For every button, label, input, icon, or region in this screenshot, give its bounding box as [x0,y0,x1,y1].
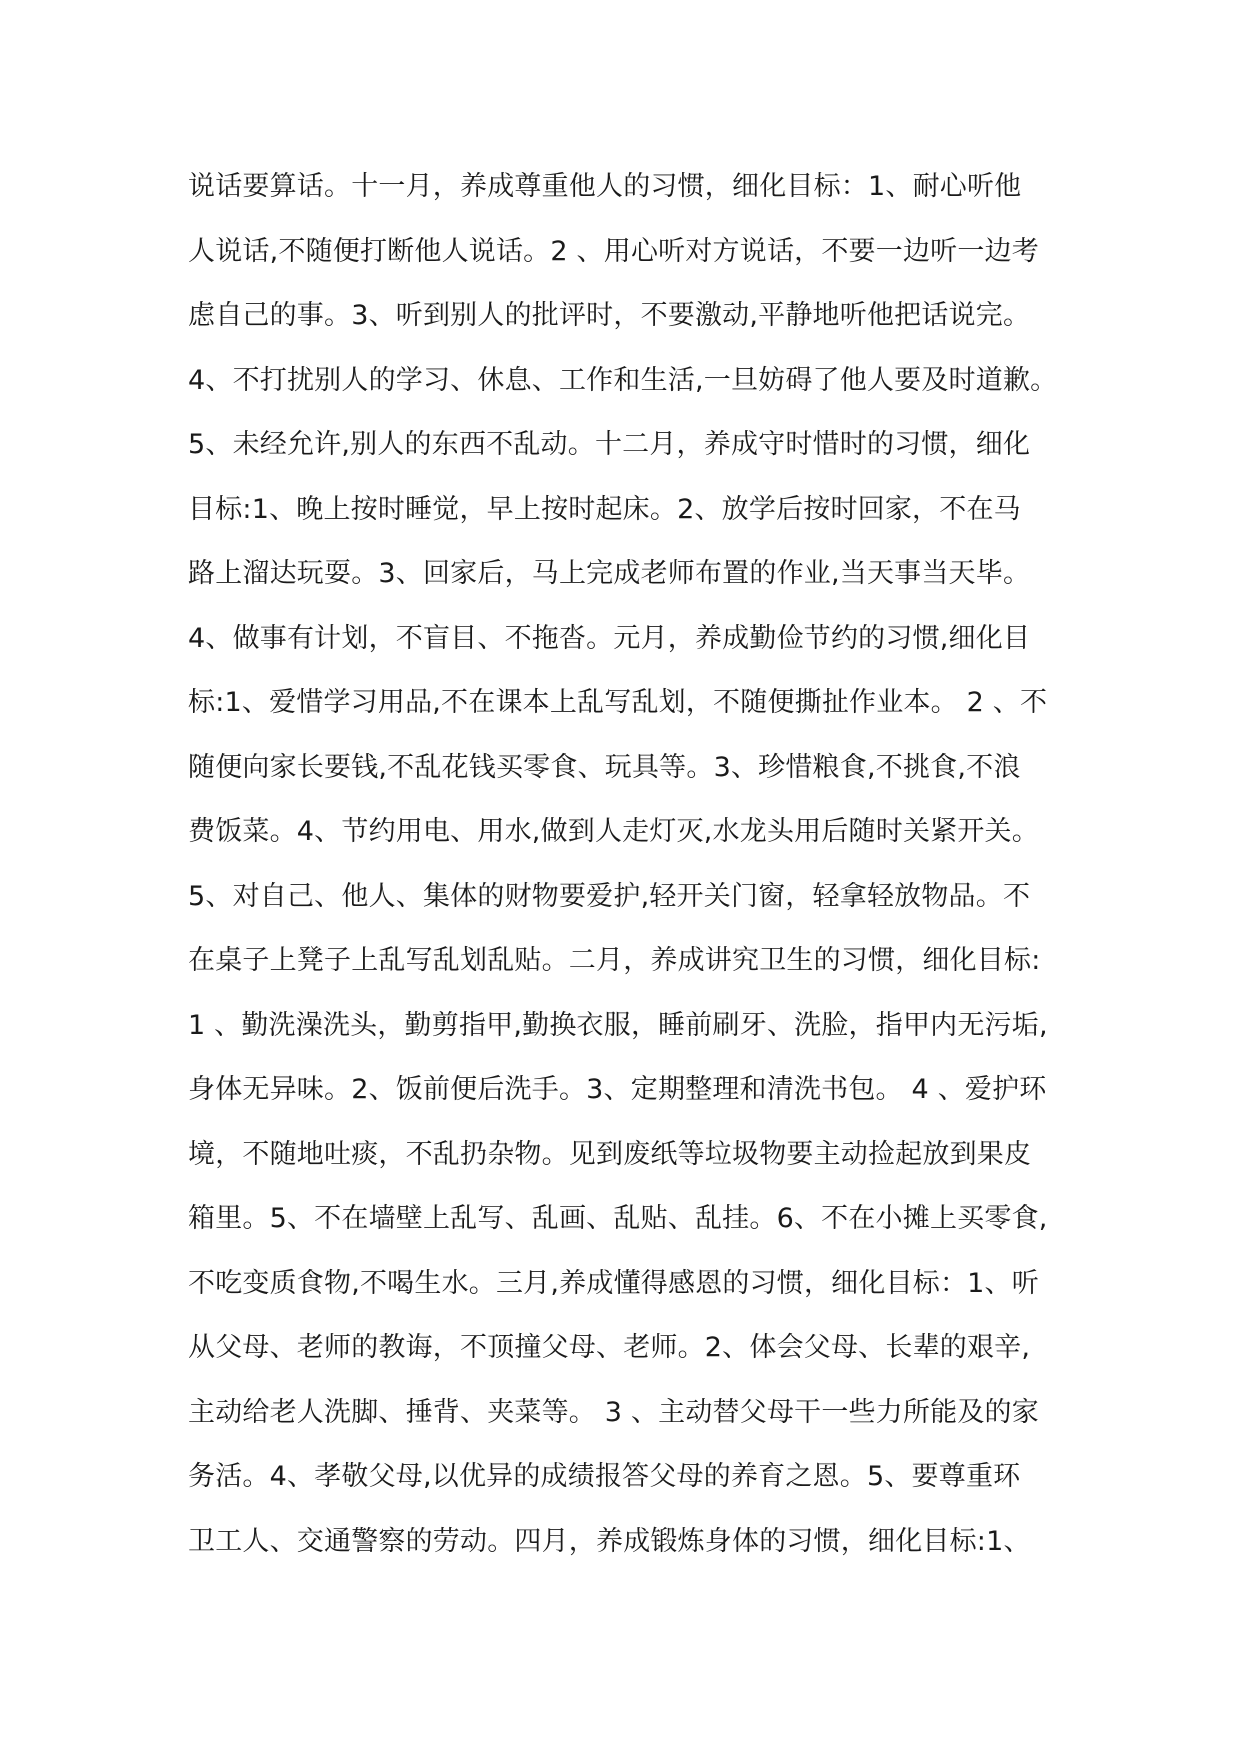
text-line: 5、对自己、他人、集体的财物要爱护,轻开关门窗，轻拿轻放物品。不 [188,880,1031,912]
text-line: 说话要算话。十一月，养成尊重他人的习惯，细化目标：1、耐心听他 [188,171,1022,202]
text-line: 从父母、老师的教诲，不顶撞父母、老师。2、体会父母、长辈的艰辛, [188,1332,1031,1363]
text-line: 箱里。5、不在墙壁上乱写、乱画、乱贴、乱挂。6、不在小摊上买零食, [188,1203,1048,1234]
text-line: 虑自己的事。3、听到别人的批评时，不要激动,平静地听他把话说完。 [188,300,1031,331]
text-line: 路上溜达玩耍。3、回家后，马上完成老师布置的作业,当天事当天毕。 [188,558,1031,589]
text-line: 身体无异味。2、饭前便后洗手。3、定期整理和清洗书包。 4 、爱护环 [188,1074,1047,1105]
text-line: 主动给老人洗脚、捶背、夹菜等。 3 、主动替父母干一些力所能及的家 [188,1396,1039,1428]
text-line: 5、未经允许,别人的东西不乱动。十二月，养成守时惜时的习惯，细化 [188,429,1031,460]
text-line: 标:1、爱惜学习用品,不在课本上乱写乱划，不随便撕扯作业本。 2 、不 [188,687,1048,718]
text-line: 4、做事有计划，不盲目、不拖沓。元月，养成勤俭节约的习惯,细化目 [188,622,1031,654]
text-line: 目标:1、晚上按时睡觉，早上按时起床。2、放学后按时回家，不在马 [188,493,1021,525]
text-line: 4、不打扰别人的学习、休息、工作和生活,一旦妨碍了他人要及时道歉。 [188,364,1058,396]
text-line: 不吃变质食物,不喝生水。三月,养成懂得感恩的习惯，细化目标：1、听 [188,1267,1039,1299]
text-line: 随便向家长要钱,不乱花钱买零食、玩具等。3、珍惜粮食,不挑食,不浪 [188,751,1021,783]
text-line: 1 、勤洗澡洗头，勤剪指甲,勤换衣服，睡前刷牙、洗脸，指甲内无污垢, [188,1009,1048,1041]
text-line: 卫工人、交通警察的劳动。四月，养成锻炼身体的习惯，细化目标:1、 [188,1525,1031,1557]
text-line: 人说话,不随便打断他人说话。2 、用心听对方说话，不要一边听一边考 [188,235,1039,267]
text-line: 务活。4、孝敬父母,以优异的成绩报答父母的养育之恩。5、要尊重环 [188,1461,1021,1492]
document-body [188,155,1088,1574]
text-line: 在桌子上凳子上乱写乱划乱贴。二月，养成讲究卫生的习惯，细化目标: [188,945,1041,976]
text-line: 费饭菜。4、节约用电、用水,做到人走灯灭,水龙头用后随时关紧开关。 [188,816,1039,847]
text-line: 境，不随地吐痰，不乱扔杂物。见到废纸等垃圾物要主动捡起放到果皮 [188,1138,1032,1170]
